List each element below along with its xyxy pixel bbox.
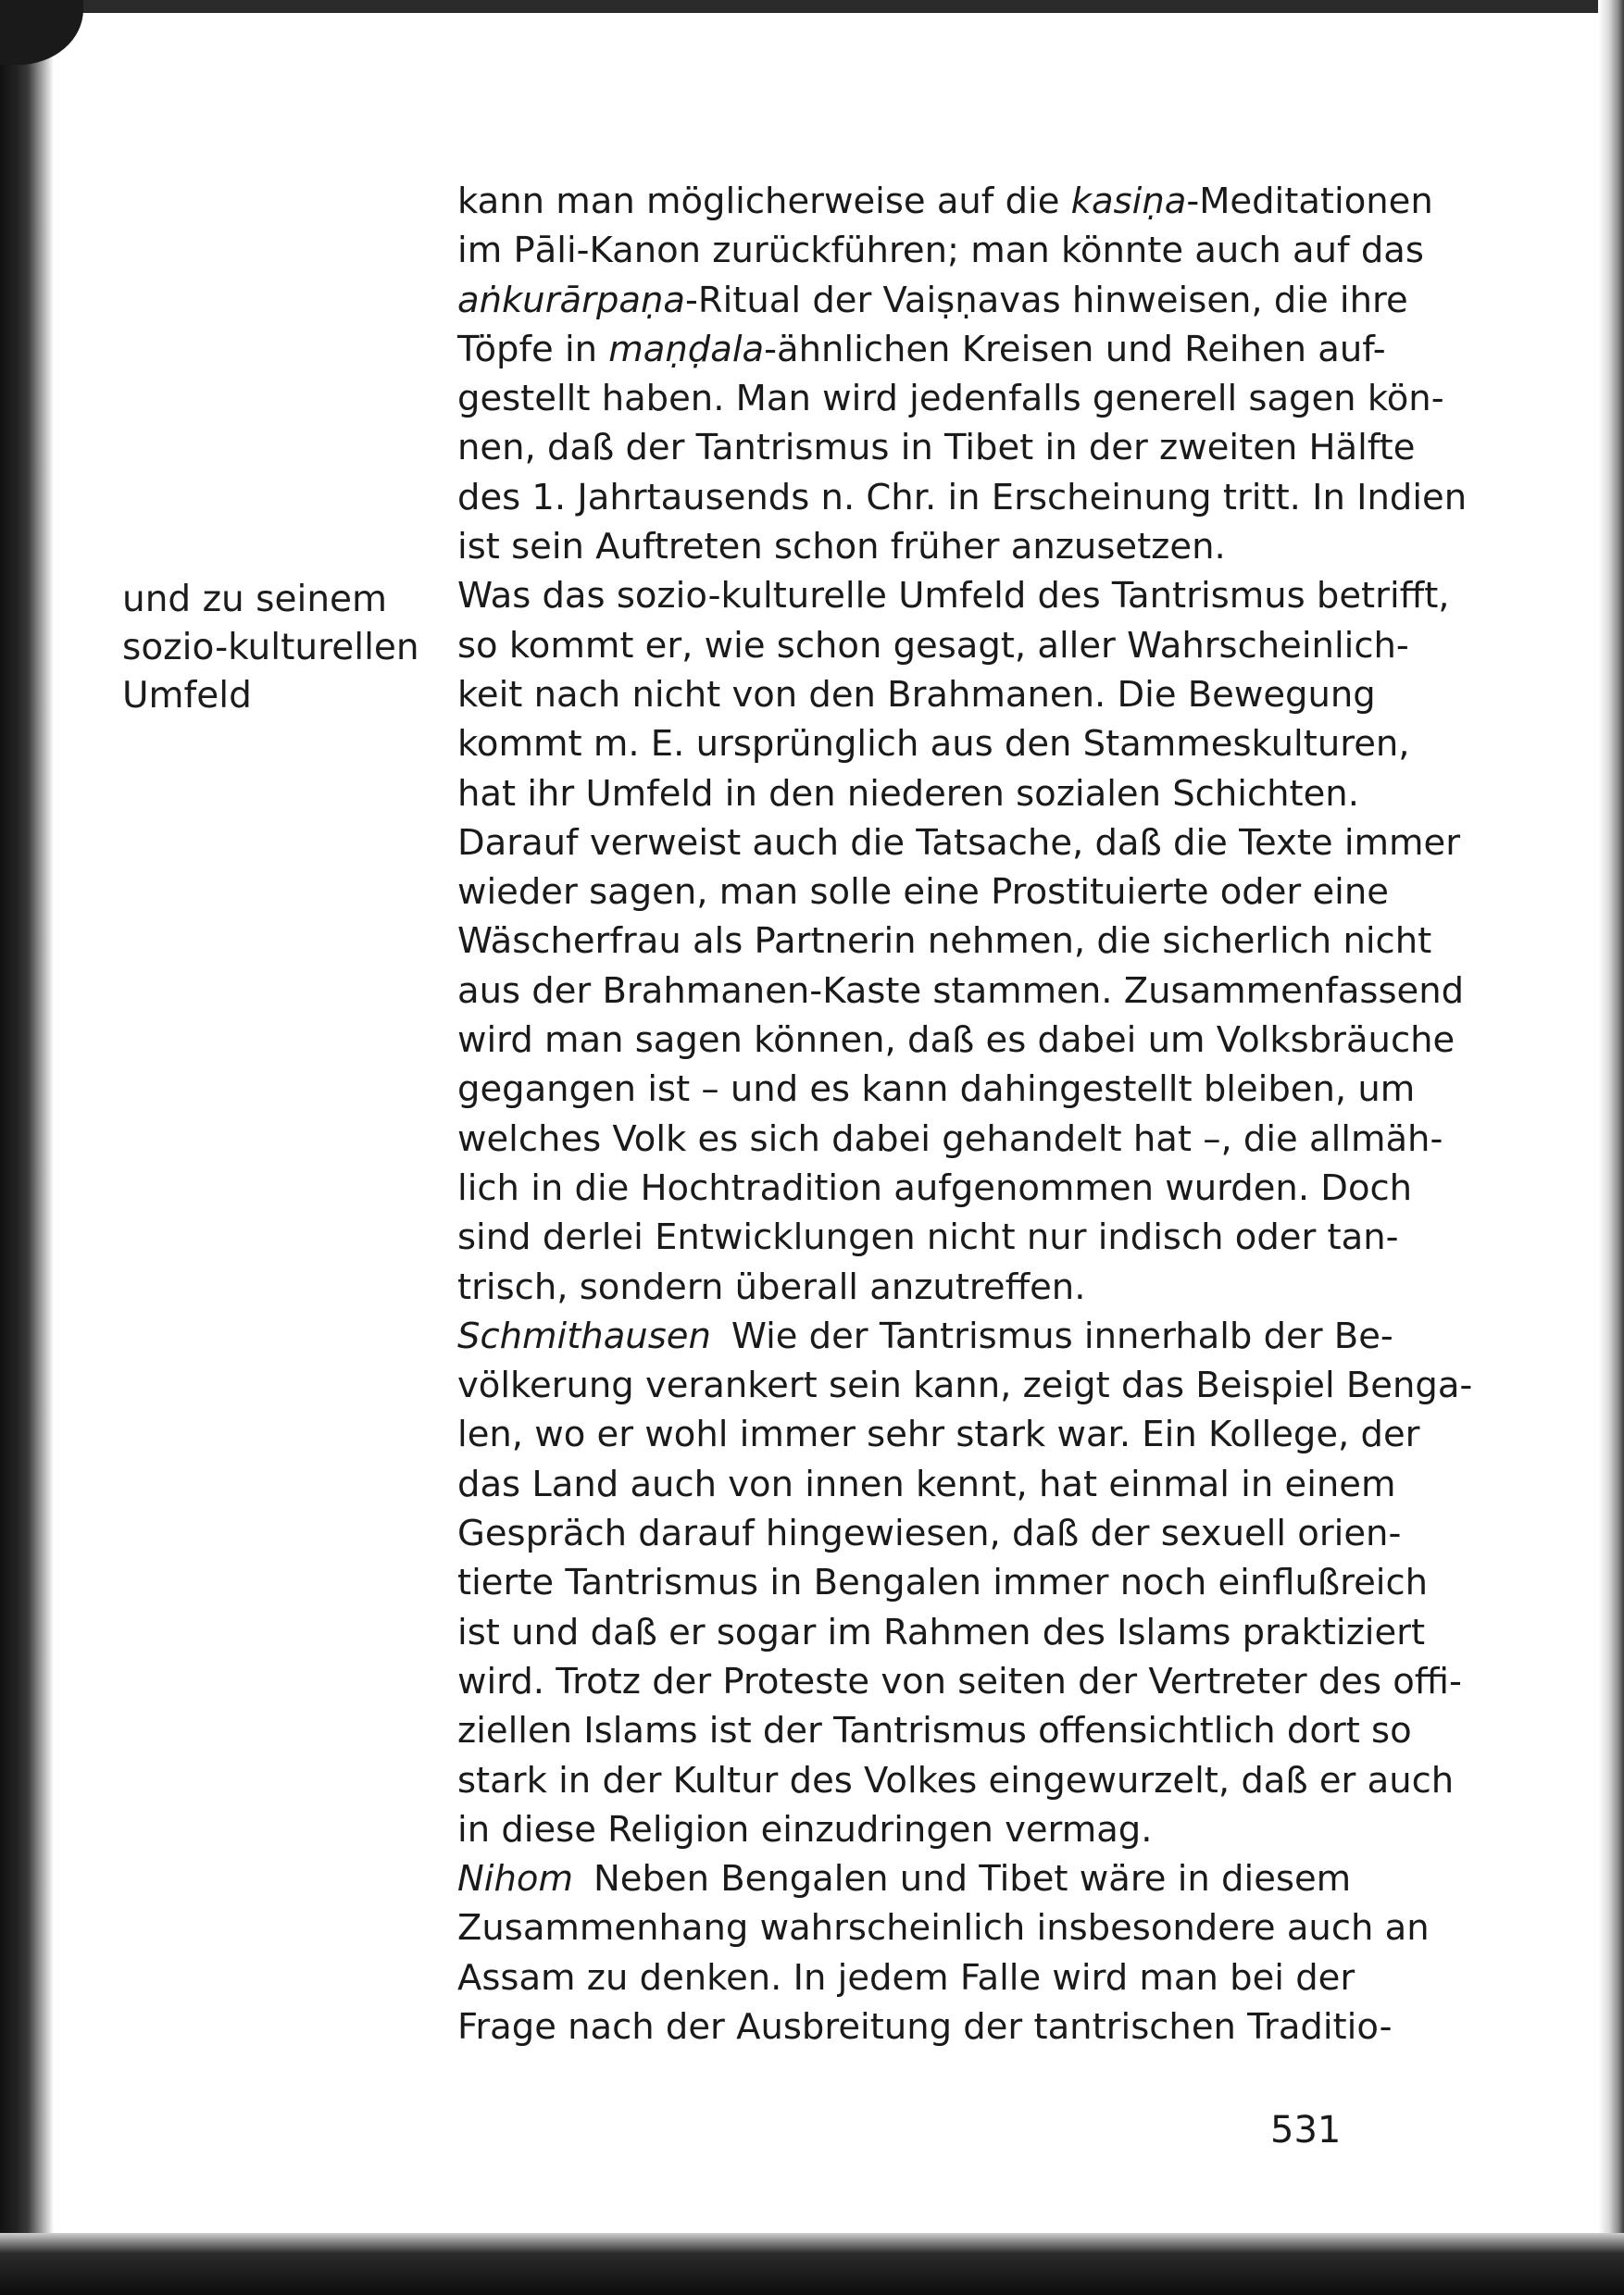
text-line: Was das sozio-kulturelle Umfeld des Tantrismus betrifft, xyxy=(457,575,1450,617)
text-line: welches Volk es sich dabei gehandelt hat –, die allmäh- xyxy=(457,1117,1443,1160)
text-line: gestellt haben. Man wird jedenfalls generell sagen kön- xyxy=(457,378,1444,420)
text-line: Töpfe in maṇḍala-ähnlichen Kreisen und Reihen auf- xyxy=(457,328,1386,370)
text-line: Frage nach der Ausbreitung der tantrischen Traditio- xyxy=(457,2005,1393,2048)
text-line: lich in die Hochtradition aufgenommen wurden. Doch xyxy=(457,1166,1413,1209)
text-line: wird man sagen können, daß es dabei um Volksbräuche xyxy=(457,1019,1455,1062)
body-text xyxy=(457,177,1473,2052)
text-line: aṅkurārpaṇa-Ritual der Vaiṣṇavas hinweisen, die ihre xyxy=(457,279,1408,321)
text-line: so kommt er, wie schon gesagt, aller Wahrscheinlich- xyxy=(457,624,1409,667)
text-line: sind derlei Entwicklungen nicht nur indisch oder tan- xyxy=(457,1216,1399,1259)
scan-edge-bottom xyxy=(0,2233,1624,2295)
text-line: trisch, sondern überall anzutreffen. xyxy=(457,1266,1086,1308)
text-line: len, wo er wohl immer sehr stark war. Ein Kollege, der xyxy=(457,1414,1420,1456)
page-number: 531 xyxy=(1270,2109,1342,2152)
text-line: Gespräch darauf hingewiesen, daß der sexuell orien- xyxy=(457,1513,1402,1555)
text-line: ist sein Auftreten schon früher anzusetzen. xyxy=(457,526,1226,568)
text-line: Darauf verweist auch die Tatsache, daß die Texte immer xyxy=(457,821,1461,864)
scan-corner-curl xyxy=(0,0,83,65)
text-line: im Pāli-Kanon zurückführen; man könnte auch auf das xyxy=(457,230,1424,272)
margin-note-line: sozio-kulturellen xyxy=(122,627,419,668)
term-kasina: kasiṇa xyxy=(1070,181,1187,222)
text-line: Schmithausen Wie der Tantrismus innerhalb der Be- xyxy=(457,1315,1393,1357)
text-line: ziellen Islams ist der Tantrismus offensichtlich dort so xyxy=(457,1710,1412,1752)
text-line: gegangen ist – und es kann dahingestellt bleiben, um xyxy=(457,1068,1416,1111)
text-line: hat ihr Umfeld in den niederen sozialen Schichten. xyxy=(457,772,1359,815)
margin-note xyxy=(122,576,418,720)
text-line: des 1. Jahrtausends n. Chr. in Erscheinung tritt. In Indien xyxy=(457,476,1468,518)
text-line: keit nach nicht von den Brahmanen. Die Bewegung xyxy=(457,673,1376,716)
text-line: Assam zu denken. In jedem Falle wird man bei der xyxy=(457,1956,1355,1999)
margin-note-line: und zu seinem xyxy=(122,579,388,620)
margin-note-line: Umfeld xyxy=(122,675,252,717)
term-ankurarpana: aṅkurārpaṇa xyxy=(457,279,685,321)
text-line: in diese Religion einzudringen vermag. xyxy=(457,1808,1153,1851)
speaker-name: Schmithausen xyxy=(457,1315,711,1357)
text-line: Zusammenhang wahrscheinlich insbesondere auch an xyxy=(457,1907,1430,1950)
text-line: wird. Trotz der Proteste von seiten der Vertreter des offi- xyxy=(457,1660,1462,1703)
text-line: Nihom Neben Bengalen und Tibet wäre in diesem xyxy=(457,1858,1352,1901)
text-line: völkerung verankert sein kann, zeigt das Beispiel Benga- xyxy=(457,1365,1473,1407)
text-line: Wäscherfrau als Partnerin nehmen, die sicherlich nicht xyxy=(457,920,1432,963)
term-mandala: maṇḍala xyxy=(608,328,765,370)
scan-edge-right xyxy=(1598,0,1624,2295)
scan-edge-top xyxy=(0,0,1624,13)
text-line: stark in der Kultur des Volkes eingewurzelt, daß er auch xyxy=(457,1759,1455,1802)
text-line: kann man möglicherweise auf die kasiṇa-Meditationen xyxy=(457,181,1433,222)
text-line: kommt m. E. ursprünglich aus den Stammeskulturen, xyxy=(457,723,1410,766)
text-line: aus der Brahmanen-Kaste stammen. Zusammenfassend xyxy=(457,969,1465,1012)
text-line: tierte Tantrismus in Bengalen immer noch einflußreich xyxy=(457,1562,1429,1604)
text-line: das Land auch von innen kennt, hat einmal in einem xyxy=(457,1463,1396,1505)
text-line: ist und daß er sogar im Rahmen des Islams praktiziert xyxy=(457,1611,1426,1653)
speaker-name: Nihom xyxy=(457,1858,573,1901)
text-line: wieder sagen, man solle eine Prostituierte oder eine xyxy=(457,871,1389,914)
text-line: nen, daß der Tantrismus in Tibet in der zweiten Hälfte xyxy=(457,427,1416,469)
scan-edge-left xyxy=(0,0,54,2295)
